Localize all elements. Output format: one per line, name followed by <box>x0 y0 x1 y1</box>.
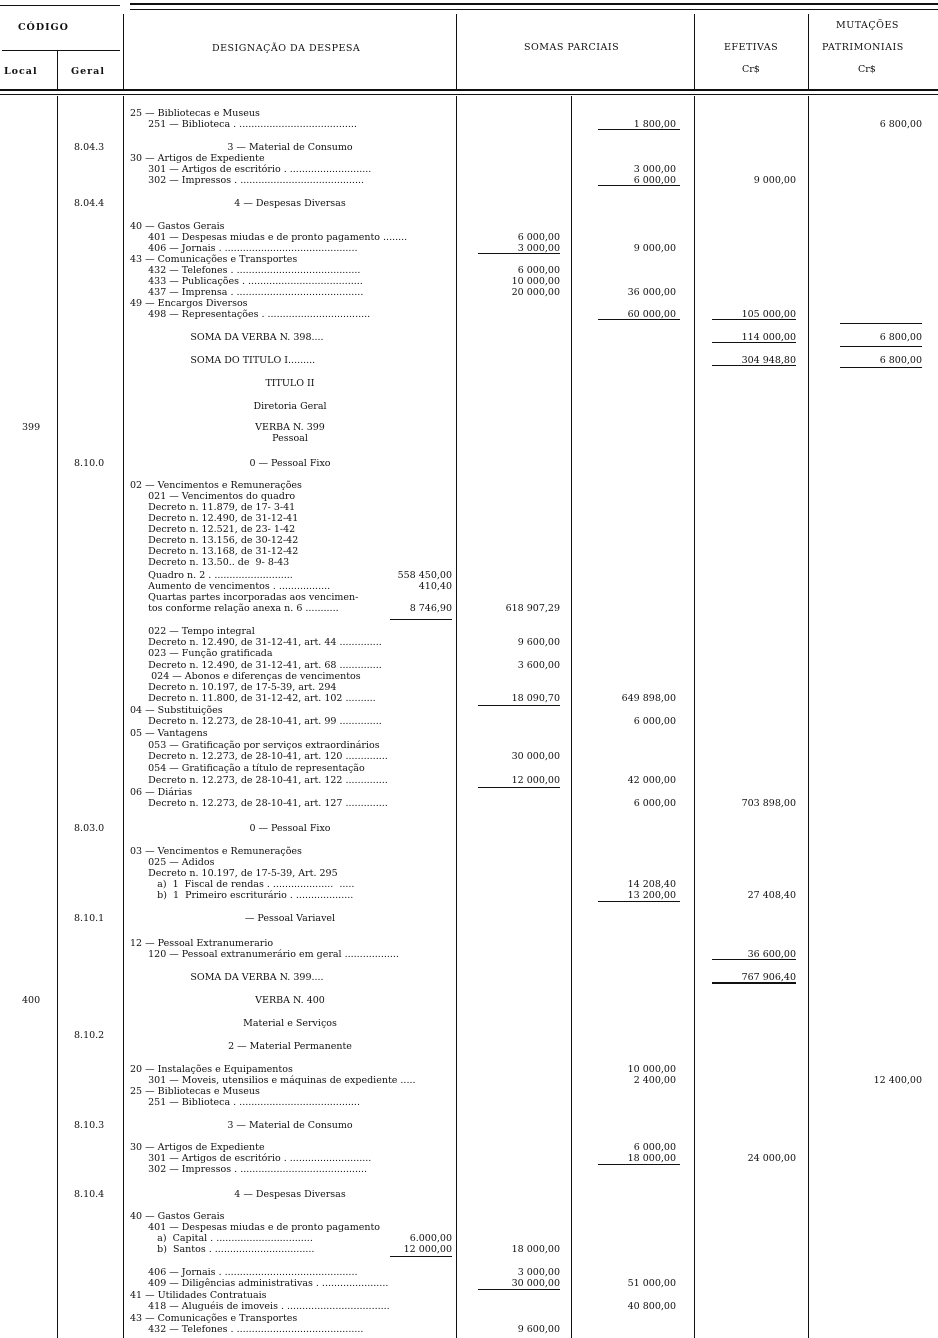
header-efetivas: EFETIVAS <box>724 42 779 53</box>
designacao-text: 43 — Comunicações e Transportes <box>130 254 298 265</box>
designacao-text: 25 — Bibliotecas e Museus <box>130 108 260 119</box>
designacao-text: 43 — Comunicações e Transportes <box>130 1313 298 1324</box>
designacao-text: 12 — Pessoal Extranumerario <box>130 938 274 949</box>
designacao-text: Material e Serviços <box>243 1018 337 1029</box>
designacao-text: 301 — Artigos de escritório . ........................... <box>130 1153 372 1164</box>
designacao-text: Decreto n. 12.490, de 31-12-41 <box>130 513 299 524</box>
soma-parcial-2: 40 800,00 <box>627 1301 676 1312</box>
designacao-text: 437 — Imprensa . .......................................... <box>130 287 364 298</box>
inner-amount: 558 450,00 <box>397 570 452 581</box>
soma-parcial-1: 18 000,00 <box>511 1244 560 1255</box>
designacao-text: 301 — Artigos de escritório . ........................... <box>130 164 372 175</box>
codigo-local: 399 <box>22 422 41 433</box>
designacao-text: 30 — Artigos de Expediente <box>130 1142 265 1153</box>
designacao-text: 302 — Impressos . ......................................... <box>130 175 365 186</box>
designacao-text: Decreto n. 12.490, de 31-12-41, art. 44 .............. <box>130 637 382 648</box>
codigo-geral: 8.10.3 <box>74 1120 105 1131</box>
codigo-geral: 8.10.4 <box>74 1189 105 1200</box>
designacao-text: 05 — Vantagens <box>130 728 208 739</box>
efetivas-amount: 304 948,80 <box>741 355 796 366</box>
designacao-text: 03 — Vencimentos e Remunerações <box>130 846 302 857</box>
soma-parcial-2: 2 400,00 <box>633 1075 676 1086</box>
soma-parcial-1: 3 000,00 <box>517 1267 560 1278</box>
designacao-text: 40 — Gastos Gerais <box>130 1211 225 1222</box>
designacao-text: 4 — Despesas Diversas <box>234 198 346 209</box>
designacao-text: 06 — Diárias <box>130 787 193 798</box>
header-codigo: CÓDIGO <box>18 22 69 33</box>
designacao-text: 401 — Despesas miudas e de pronto pagamento <box>130 1222 381 1233</box>
designacao-text: 3 — Material de Consumo <box>227 142 353 153</box>
designacao-text: Decreto n. 13.156, de 30-12-42 <box>130 535 299 546</box>
inner-amount: 8 746,90 <box>409 603 452 614</box>
soma-parcial-2: 51 000,00 <box>627 1278 676 1289</box>
designacao-text: b) Santos . ................................. <box>130 1244 315 1255</box>
soma-parcial-1: 9 600,00 <box>517 637 560 648</box>
designacao-text: Decreto n. 12.490, de 31-12-41, art. 68 .............. <box>130 660 382 671</box>
designacao-text: 054 — Gratificação a título de representação <box>130 763 365 774</box>
designacao-text: VERBA N. 400 <box>255 995 325 1006</box>
designacao-text: Pessoal <box>272 433 308 444</box>
designacao-text: 498 — Representações . .................................. <box>130 309 371 320</box>
designacao-text: TITULO II <box>265 378 315 389</box>
designacao-text: SOMA DO TITULO I......... <box>130 355 316 366</box>
designacao-text: 0 — Pessoal Fixo <box>249 823 331 834</box>
codigo-geral: 8.04.3 <box>74 142 105 153</box>
designacao-text: Decreto n. 11.879, de 17- 3-41 <box>130 502 296 513</box>
efetivas-amount: 36 600,00 <box>747 949 796 960</box>
designacao-text: Decreto n. 12.273, de 28-10-41, art. 127 .............. <box>130 798 388 809</box>
codigo-geral: 8.03.0 <box>74 823 105 834</box>
designacao-text: 3 — Material de Consumo <box>227 1120 353 1131</box>
efetivas-amount: 114 000,00 <box>741 332 796 343</box>
soma-parcial-2: 14 208,40 <box>627 879 676 890</box>
designacao-text: 022 — Tempo integral <box>130 626 255 637</box>
inner-amount: 12 000,00 <box>403 1244 452 1255</box>
designacao-text: 023 — Função gratificada <box>130 648 273 659</box>
soma-parcial-2: 13 200,00 <box>627 890 676 901</box>
designacao-text: 409 — Diligências administrativas . ...................... <box>130 1278 389 1289</box>
designacao-text: 251 — Biblioteca . ........................................ <box>130 1097 360 1108</box>
designacao-text: Decreto n. 12.273, de 28-10-41, art. 122 .............. <box>130 775 388 786</box>
soma-parcial-2: 18 000,00 <box>627 1153 676 1164</box>
soma-parcial-1: 9 600,00 <box>517 1324 560 1335</box>
inner-amount: 410,40 <box>418 581 452 592</box>
designacao-text: 406 — Jornais . ............................................ <box>130 243 358 254</box>
designacao-text: 49 — Encargos Diversos <box>130 298 248 309</box>
designacao-text: VERBA N. 399 <box>255 422 325 433</box>
designacao-text: Decreto n. 12.273, de 28-10-41, art. 99 .............. <box>130 716 382 727</box>
header-local: Local <box>4 66 38 77</box>
designacao-text: 021 — Vencimentos do quadro <box>130 491 296 502</box>
header-efetivas-unit: Cr$ <box>742 64 760 75</box>
soma-parcial-2: 649 898,00 <box>621 693 676 704</box>
soma-parcial-2: 1 800,00 <box>633 119 676 130</box>
inner-amount: 6.000,00 <box>409 1233 452 1244</box>
designacao-text: Decreto n. 13.168, de 31-12-42 <box>130 546 299 557</box>
codigo-local: 400 <box>22 995 41 1006</box>
designacao-text: SOMA DA VERBA N. 398.... <box>130 332 324 343</box>
soma-parcial-1: 12 000,00 <box>511 775 560 786</box>
header-designacao: DESIGNAÇÃO DA DESPESA <box>212 43 361 54</box>
header-somas: SOMAS PARCIAIS <box>524 42 620 53</box>
soma-parcial-2: 6 000,00 <box>633 175 676 186</box>
designacao-text: Diretoria Geral <box>253 401 327 412</box>
designacao-text: 024 — Abonos e diferenças de vencimentos <box>130 671 361 682</box>
designacao-text: 406 — Jornais . ............................................ <box>130 1267 358 1278</box>
designacao-text: Quartas partes incorporadas aos vencimen- <box>130 592 359 603</box>
designacao-text: 251 — Biblioteca . ....................................... <box>130 119 357 130</box>
soma-parcial-2: 10 000,00 <box>627 1064 676 1075</box>
codigo-geral: 8.10.2 <box>74 1030 105 1041</box>
designacao-text: Decreto n. 10.197, de 17-5-39, Art. 295 <box>130 868 338 879</box>
soma-parcial-2: 6 000,00 <box>633 798 676 809</box>
designacao-text: 25 — Bibliotecas e Museus <box>130 1086 260 1097</box>
soma-parcial-1: 618 907,29 <box>505 603 560 614</box>
codigo-geral: 8.10.0 <box>74 458 105 469</box>
designacao-text: Quadro n. 2 . .......................... <box>130 570 293 581</box>
designacao-text: 401 — Despesas miudas e de pronto pagamento ........ <box>130 232 408 243</box>
designacao-text: Decreto n. 13.50.. de 9- 8-43 <box>130 557 290 568</box>
designacao-text: 4 — Despesas Diversas <box>234 1189 346 1200</box>
soma-parcial-2: 6 000,00 <box>633 1142 676 1153</box>
designacao-text: Aumento de vencimentos . ................. <box>130 581 331 592</box>
designacao-text: tos conforme relação anexa n. 6 ........... <box>130 603 339 614</box>
mutacoes-amount: 6 800,00 <box>879 355 922 366</box>
soma-parcial-2: 9 000,00 <box>633 243 676 254</box>
header-mutacoes-2: PATRIMONIAIS <box>822 42 904 53</box>
designacao-text: 432 — Telefones . .......................................... <box>130 1324 364 1335</box>
designacao-text: Decreto n. 12.273, de 28-10-41, art. 120 .............. <box>130 751 388 762</box>
designacao-text: 40 — Gastos Gerais <box>130 221 225 232</box>
soma-parcial-2: 3 000,00 <box>633 164 676 175</box>
efetivas-amount: 27 408,40 <box>747 890 796 901</box>
designacao-text: SOMA DA VERBA N. 399.... <box>130 972 324 983</box>
mutacoes-amount: 6 800,00 <box>879 332 922 343</box>
soma-parcial-1: 6 000,00 <box>517 265 560 276</box>
soma-parcial-1: 18 090,70 <box>511 693 560 704</box>
codigo-geral: 8.04.4 <box>74 198 105 209</box>
soma-parcial-2: 42 000,00 <box>627 775 676 786</box>
designacao-text: 20 — Instalações e Equipamentos <box>130 1064 293 1075</box>
designacao-text: b) 1 Primeiro escriturário . ................... <box>130 890 354 901</box>
designacao-text: 2 — Material Permanente <box>228 1041 352 1052</box>
soma-parcial-2: 6 000,00 <box>633 716 676 727</box>
designacao-text: Decreto n. 12.521, de 23- 1-42 <box>130 524 296 535</box>
designacao-text: — Pessoal Variavel <box>244 913 336 924</box>
header-mutacoes-1: MUTAÇÕES <box>836 20 899 31</box>
designacao-text: 053 — Gratificação por serviços extraordinários <box>130 740 380 751</box>
efetivas-amount: 703 898,00 <box>741 798 796 809</box>
header-mutacoes-unit: Cr$ <box>858 64 876 75</box>
soma-parcial-1: 30 000,00 <box>511 1278 560 1289</box>
designacao-text: 02 — Vencimentos e Remunerações <box>130 480 302 491</box>
soma-parcial-2: 60 000,00 <box>627 309 676 320</box>
soma-parcial-1: 10 000,00 <box>511 276 560 287</box>
designacao-text: 0 — Pessoal Fixo <box>249 458 331 469</box>
designacao-text: 433 — Publicações . ...................................... <box>130 276 363 287</box>
mutacoes-amount: 12 400,00 <box>873 1075 922 1086</box>
efetivas-amount: 24 000,00 <box>747 1153 796 1164</box>
designacao-text: 301 — Moveis, utensilios e máquinas de expediente ..... <box>130 1075 416 1086</box>
designacao-text: 025 — Adidos <box>130 857 215 868</box>
efetivas-amount: 105 000,00 <box>741 309 796 320</box>
mutacoes-amount: 6 800,00 <box>879 119 922 130</box>
designacao-text: a) 1 Fiscal de rendas . .................... ..... <box>130 879 355 890</box>
designacao-text: 418 — Aluguéis de imoveis . .................................. <box>130 1301 390 1312</box>
efetivas-amount: 9 000,00 <box>753 175 796 186</box>
soma-parcial-1: 3 600,00 <box>517 660 560 671</box>
designacao-text: 432 — Telefones . ......................................... <box>130 265 361 276</box>
efetivas-amount: 767 906,40 <box>741 972 796 983</box>
soma-parcial-2: 36 000,00 <box>627 287 676 298</box>
designacao-text: 41 — Utilidades Contratuais <box>130 1290 267 1301</box>
designacao-text: a) Capital . ................................ <box>130 1233 313 1244</box>
codigo-geral: 8.10.1 <box>74 913 105 924</box>
soma-parcial-1: 6 000,00 <box>517 232 560 243</box>
soma-parcial-1: 20 000,00 <box>511 287 560 298</box>
designacao-text: 30 — Artigos de Expediente <box>130 153 265 164</box>
designacao-text: 302 — Impressos . .......................................... <box>130 1164 368 1175</box>
designacao-text: 120 — Pessoal extranumerário em geral .................. <box>130 949 399 960</box>
designacao-text: 04 — Substituições <box>130 705 223 716</box>
soma-parcial-1: 3 000,00 <box>517 243 560 254</box>
header-geral: Geral <box>71 66 105 77</box>
designacao-text: Decreto n. 11.800, de 31-12-42, art. 102 .......... <box>130 693 376 704</box>
soma-parcial-1: 30 000,00 <box>511 751 560 762</box>
designacao-text: Decreto n. 10.197, de 17-5-39, art. 294 <box>130 682 337 693</box>
